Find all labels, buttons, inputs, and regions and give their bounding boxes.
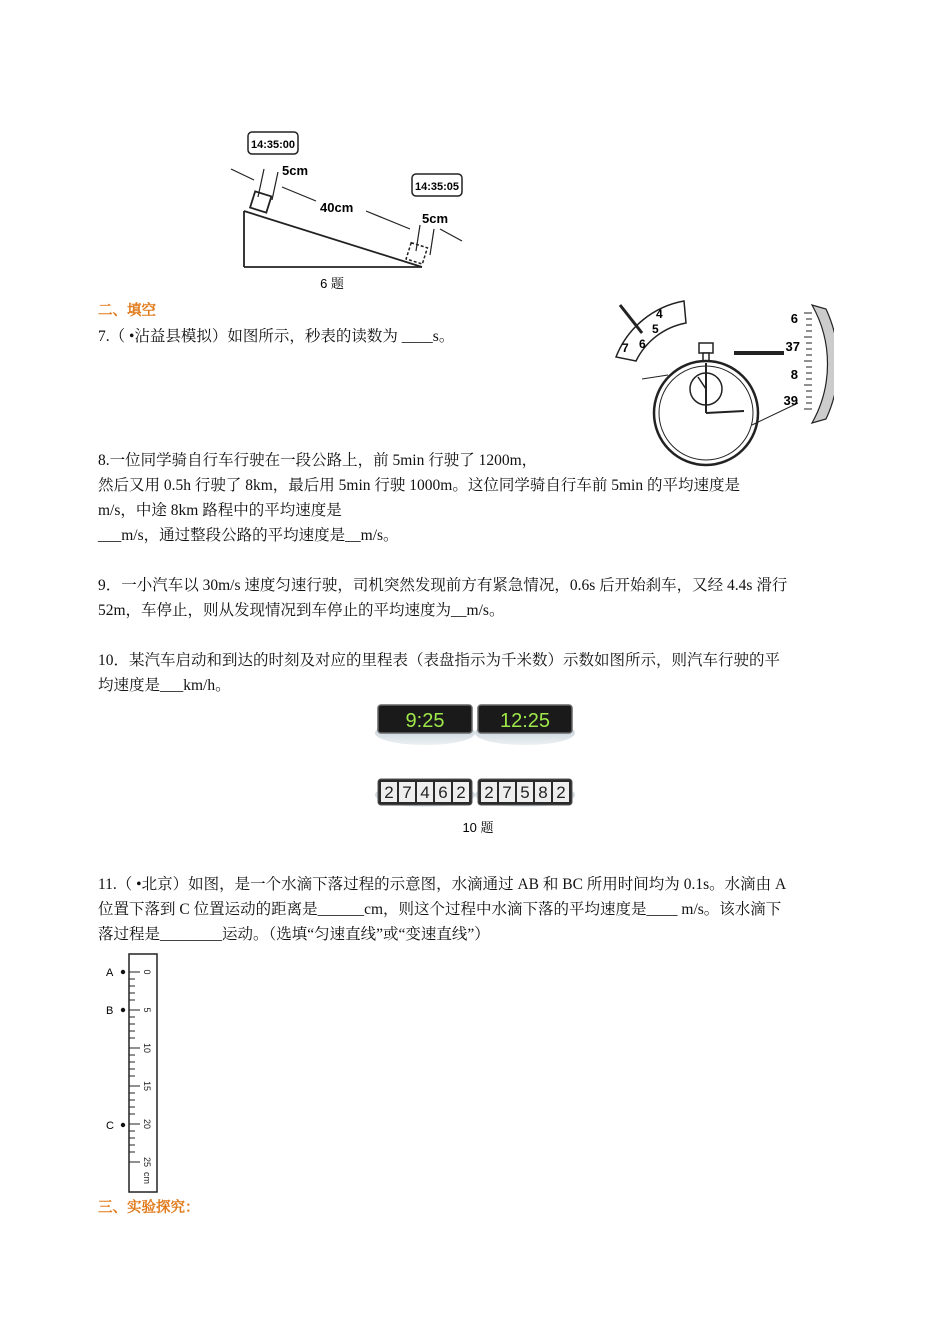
odometer-start-digit-3: 4 bbox=[420, 783, 430, 802]
time-start-label: 14:35:00 bbox=[250, 139, 296, 151]
clock-end-time: 12:25 bbox=[499, 710, 551, 732]
length-label-distance: 40cm bbox=[320, 200, 354, 215]
question-11-line2: 位置下落到 C 位置运动的距离是______cm，则这个过程中水滴下落的平均速度是____ m/s。该水滴下 bbox=[98, 901, 782, 918]
odometer-end-digit-2: 7 bbox=[502, 783, 512, 802]
ruler-label-20: 20 bbox=[142, 1118, 152, 1130]
question-11-line3: 落过程是________运动。（选填“匀速直线”或“变速直线”） bbox=[98, 926, 490, 943]
figure-6-caption: 6 题 bbox=[320, 276, 344, 291]
point-a-label: A bbox=[106, 967, 114, 979]
big-dial-8: 8 bbox=[790, 367, 798, 382]
length-label-top: 5cm bbox=[282, 163, 309, 178]
ruler-label-15: 15 bbox=[142, 1080, 152, 1092]
droplet-c bbox=[121, 1123, 125, 1127]
question-9-line2: 52m，车停止，则从发现情况到车停止的平均速度为__m/s。 bbox=[98, 602, 505, 619]
question-8-line1: 8.一位同学骑自行车行驶在一段公路上，前 5min 行驶了 1200m， bbox=[98, 452, 538, 469]
small-dial-5: 5 bbox=[652, 322, 659, 336]
figure-10-clock-odometer bbox=[374, 695, 580, 840]
question-7-text: 7.（ •沾益县模拟）如图所示，秒表的读数为 ____s。 bbox=[98, 328, 455, 345]
time-end-label: 14:35:05 bbox=[414, 181, 460, 193]
figure-10-caption: 10 题 bbox=[462, 820, 494, 835]
odometer-start-digit-1: 2 bbox=[384, 783, 394, 802]
question-8-line3: m/s，中途 8km 路程中的平均速度是 bbox=[98, 502, 342, 519]
odometer-end-digit-4: 8 bbox=[538, 783, 548, 802]
odometer-end-digit-1: 2 bbox=[484, 783, 494, 802]
ruler-label-25: 25 bbox=[142, 1156, 152, 1168]
small-dial-6: 6 bbox=[639, 337, 646, 351]
droplet-a bbox=[121, 970, 125, 974]
small-dial-4: 4 bbox=[656, 307, 663, 321]
question-8-line2: 然后又用 0.5h 行驶了 8km，最后用 5min 行驶 1000m。这位同学骑自行车前 5min 的平均速度是 bbox=[98, 477, 740, 494]
section-experiment-title: 三、实验探究： bbox=[98, 1200, 200, 1216]
big-dial-arc bbox=[812, 305, 834, 423]
section-fill-blank-title: 二、填空 bbox=[98, 303, 156, 319]
figure-6-incline bbox=[222, 125, 472, 300]
ruler-label-0: 0 bbox=[142, 969, 152, 975]
question-9-line1: 9．一小汽车以 30m/s 速度匀速行驶，司机突然发现前方有紧急情况，0.6s 后开始刹车，又经 4.4s 滑行 bbox=[98, 577, 788, 594]
figure-11-droplet-ruler bbox=[98, 952, 168, 1197]
question-11-line1: 11.（ •北京）如图，是一个水滴下落过程的示意图，水滴通过 AB 和 BC 所用时间均为 0.1s。水滴由 A bbox=[98, 876, 787, 893]
figure-7-stopwatch bbox=[612, 295, 834, 470]
odometer-start-digit-4: 6 bbox=[438, 783, 448, 802]
length-label-bottom: 5cm bbox=[422, 211, 449, 226]
stopwatch-crown bbox=[699, 343, 713, 353]
clock-start-time: 9:25 bbox=[405, 710, 445, 732]
ruler-label-5: 5 bbox=[142, 1007, 152, 1013]
question-8-line4: ___m/s，通过整段公路的平均速度是__m/s。 bbox=[98, 527, 399, 544]
question-10-line1: 10．某汽车启动和到达的时刻及对应的里程表（表盘指示为千米数）示数如图所示，则汽车行驶的平 bbox=[98, 652, 781, 669]
block-top bbox=[250, 191, 271, 212]
big-dial-6: 6 bbox=[790, 311, 798, 326]
small-dial-pointer bbox=[620, 305, 642, 333]
point-b-label: B bbox=[106, 1005, 114, 1017]
odometer-end-digit-3: 5 bbox=[520, 783, 530, 802]
big-dial-37: 37 bbox=[785, 339, 800, 354]
odometer-end-digit-5: 2 bbox=[556, 783, 566, 802]
odometer-start-digit-5: 2 bbox=[456, 783, 466, 802]
ruler-unit-cm: cm bbox=[142, 1172, 152, 1184]
question-10-line2: 均速度是___km/h。 bbox=[98, 677, 231, 694]
small-dial-7: 7 bbox=[622, 341, 629, 355]
big-dial-39: 39 bbox=[783, 393, 798, 408]
ruler-label-10: 10 bbox=[142, 1042, 152, 1054]
droplet-b bbox=[121, 1008, 125, 1012]
odometer-start-digit-2: 7 bbox=[402, 783, 412, 802]
point-c-label: C bbox=[106, 1120, 114, 1132]
